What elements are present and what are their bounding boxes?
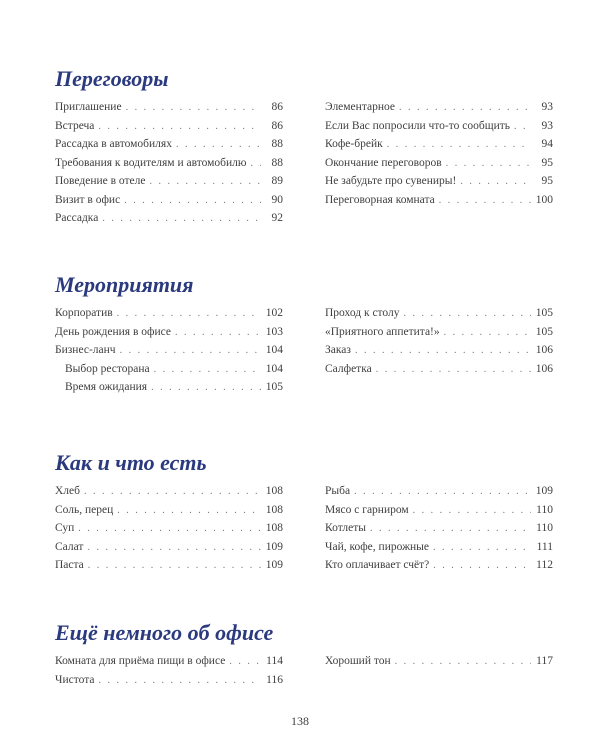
toc-entry[interactable] [325,154,553,173]
dot-leader [229,653,261,672]
toc-entry-page: 112 [536,559,553,571]
section-title: Как и что есть [55,450,207,475]
toc-column-left [55,482,283,575]
toc-entry-label: Салфетка [325,362,372,375]
toc-entry-label: Чистота [55,673,95,686]
toc-entry-label: Хороший тон [325,655,391,667]
toc-entry-label: Окончание переговоров [325,156,442,169]
toc-entry-page: 86 [271,101,283,113]
toc-entry-label: Приглашение [55,101,122,113]
toc-entry-page: 88 [271,156,283,169]
toc-entry[interactable] [325,482,553,501]
toc-entry[interactable] [55,209,283,228]
toc-entry-label: Не забудьте про сувениры! [325,175,457,187]
toc-entry-label: Заказ [325,344,351,356]
dot-leader [439,192,531,211]
toc-entry-label: Котлеты [325,522,367,534]
toc-entry-page: 86 [271,119,283,132]
toc-entry[interactable] [55,538,283,557]
toc-entry[interactable] [325,98,553,117]
toc-entry[interactable] [55,360,283,379]
section-title: Ещё немного об офисе [55,620,274,645]
toc-entry[interactable] [325,117,553,136]
toc-entry-label: Проход к столу [325,307,400,319]
toc-entry-label: Поведение в отеле [55,175,146,187]
toc-entry-page: 110 [536,522,553,534]
toc-entry[interactable] [325,323,553,342]
toc-entry-label: Рассадка в автомобилях [55,138,172,150]
dot-leader [117,502,261,521]
toc-entry-page: 89 [271,175,283,187]
toc-entry[interactable] [55,556,283,575]
toc-column-left [55,98,283,228]
toc-entry-page: 90 [271,193,283,206]
toc-entry-label: Визит в офис [55,193,121,206]
dot-leader [395,653,531,672]
toc-entry-page: 105 [535,307,553,319]
dot-leader [175,324,261,343]
toc-entry[interactable] [325,304,553,323]
toc-entry-page: 111 [536,540,553,553]
toc-entry[interactable] [55,652,283,671]
dot-leader [376,361,531,380]
toc-entry[interactable] [325,652,553,671]
toc-entry-label: Кофе-брейк [325,138,383,150]
toc-entry-page: 108 [265,522,283,534]
toc-entry-label: «Приятного аппетита!» [325,325,440,338]
toc-entry-label: Мясо с гарниром [325,503,409,516]
toc-entry-page: 116 [266,673,283,686]
dot-leader [154,361,261,380]
toc-entry-page: 114 [266,655,283,667]
dot-leader [176,136,261,155]
toc-entry[interactable] [55,135,283,154]
toc-entry-label: Чай, кофе, пирожные [325,540,429,553]
toc-entry-page: 93 [541,101,553,113]
dot-leader [88,557,261,576]
toc-entry-label: Суп [55,522,75,534]
toc-entry[interactable] [325,191,553,210]
dot-leader [87,539,261,558]
toc-entry-page: 92 [271,212,283,224]
toc-section-events [55,272,555,393]
toc-entry-label: Паста [55,559,84,571]
toc-entry-label: Корпоратив [55,307,113,319]
toc-entry-page: 106 [535,344,553,356]
dot-leader [150,173,262,192]
section-title: Переговоры [55,66,169,91]
toc-entry[interactable] [55,341,283,360]
toc-entry[interactable] [55,304,283,323]
toc-entry[interactable] [55,378,283,397]
toc-entry[interactable] [55,172,283,191]
toc-entry[interactable] [55,671,283,690]
toc-entry-page: 94 [541,138,553,150]
dot-leader [413,502,531,521]
toc-entry-label: Требования к водителям и автомобилю [55,156,247,169]
toc-entry[interactable] [55,191,283,210]
dot-leader [433,539,531,558]
dot-leader [151,379,261,398]
toc-entry-label: Хлеб [55,485,80,497]
toc-entry-label: Выбор ресторана [65,362,150,375]
dot-leader [460,173,531,192]
toc-entry[interactable] [55,501,283,520]
toc-entry[interactable] [325,172,553,191]
toc-entry-label: Рыба [325,485,351,497]
toc-section-negotiations [55,66,555,224]
dot-leader [433,557,531,576]
toc-entry[interactable] [55,98,283,117]
toc-entry-page: 104 [265,362,283,375]
toc-entry-page: 109 [535,485,553,497]
toc-entry[interactable] [55,482,283,501]
toc-entry[interactable] [325,135,553,154]
dot-leader [354,483,531,502]
toc-entry-page: 108 [265,503,283,516]
toc-entry-page: 109 [265,559,283,571]
dot-leader [98,118,261,137]
toc-entry-page: 88 [271,138,283,150]
toc-entry-label: Время ожидания [65,381,148,393]
toc-entry-page: 110 [536,503,553,516]
toc-entry-label: Соль, перец [55,503,114,516]
toc-entry-label: Салат [55,540,84,553]
toc-entry[interactable] [325,519,553,538]
toc-entry-page: 95 [541,156,553,169]
dot-leader [84,483,261,502]
toc-entry-page: 104 [265,344,283,356]
toc-entry-label: Бизнес-ланч [55,344,116,356]
toc-entry[interactable] [325,556,553,575]
toc-column-right [325,652,553,671]
dot-leader [444,324,531,343]
section-title: Мероприятия [55,272,194,297]
dot-leader [98,672,261,691]
toc-section-how-what-to-eat [55,450,555,571]
toc-column-right [325,98,553,209]
toc-column-left [55,652,283,689]
toc-entry-label: Встреча [55,119,95,132]
toc-column-right [325,482,553,575]
toc-entry-page: 106 [535,362,553,375]
toc-entry[interactable] [55,117,283,136]
toc-entry[interactable] [325,501,553,520]
dot-leader [124,192,261,211]
toc-entry-page: 117 [536,655,553,667]
dot-leader [126,99,261,118]
dot-leader [102,210,261,229]
toc-entry[interactable] [55,323,283,342]
dot-leader [251,155,262,174]
toc-entry-page: 105 [265,381,283,393]
toc-entry-page: 108 [265,485,283,497]
dot-leader [120,342,261,361]
dot-leader [399,99,531,118]
toc-section-office [55,620,555,686]
toc-entry-page: 95 [541,175,553,187]
dot-leader [370,520,531,539]
toc-entry-label: День рождения в офисе [55,325,171,338]
dot-leader [117,305,261,324]
toc-column-left [55,304,283,397]
page-number: 138 [291,714,309,728]
toc-entry-page: 102 [265,307,283,319]
dot-leader [355,342,531,361]
dot-leader [404,305,531,324]
toc-entry-label: Переговорная комната [325,193,435,206]
toc-entry-label: Комната для приёма пищи в офисе [55,655,226,667]
dot-leader [78,520,261,539]
toc-entry-page: 105 [535,325,553,338]
toc-entry-page: 103 [265,325,283,338]
dot-leader [514,118,531,137]
toc-entry-page: 93 [541,119,553,132]
dot-leader [387,136,531,155]
toc-entry-page: 100 [535,193,553,206]
toc-entry-label: Рассадка [55,212,99,224]
toc-entry[interactable] [55,154,283,173]
toc-column-right [325,304,553,378]
toc-entry-label: Элементарное [325,101,395,113]
toc-entry[interactable] [55,519,283,538]
toc-entry-label: Если Вас попросили что-то сообщить [325,119,510,132]
toc-entry-label: Кто оплачивает счёт? [325,559,430,571]
dot-leader [446,155,531,174]
toc-entry-page: 109 [265,540,283,553]
toc-entry[interactable] [325,360,553,379]
toc-entry[interactable] [325,538,553,557]
toc-entry[interactable] [325,341,553,360]
